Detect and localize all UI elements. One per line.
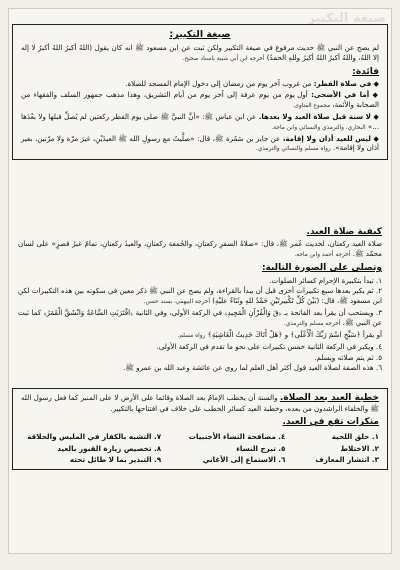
list-item: ٨. تخصيص زيارة القبور بالعيد <box>57 443 162 453</box>
bullet-no-adhan <box>21 134 379 155</box>
step-3b-reference: رواه مسلم. <box>177 332 206 339</box>
step-2-reference: أخرجه البيهقي، بسند حسن. <box>143 299 211 306</box>
list-item: ٩. التبذير بما لا طائل تحته <box>69 455 162 465</box>
bullet-adha-text: أول يوم من يوم عرفة إلى آخر يوم من أيام التشريق، وهذا مذهب جمهور السلف والفقهاء من الصحابة والأئمة، <box>21 90 379 109</box>
bullet-icon: ◆ <box>372 90 379 100</box>
bullet-no-sunnah <box>21 112 379 133</box>
step-2 <box>18 286 382 307</box>
kayfiya-subtitle: وتصلى على الصورة التالية: <box>261 263 382 274</box>
step-3 <box>18 308 382 329</box>
list-item: ٤. مصافحة النساء الأجنبيات <box>188 431 286 441</box>
takbir-reference: أخرجه ابن أبي شيبة باسناد صحيح. <box>182 55 265 62</box>
list-item: ٧. التشبه بالكفار في الملبس والحلاقة <box>27 431 162 441</box>
takbir-title: صيغة التكبير: <box>169 29 231 40</box>
step-3b-text: أو يقرأ ﴿سَبِّحِ اسْمَ رَبِّكَ الْأَعْلَى﴾ و ﴿هَلْ أَتَاكَ حَدِيثُ الْغَاشِيَةِ﴾ <box>207 329 382 339</box>
khutba-text: والسنة أن يخطب الإمامُ بعد الصلاة وقائما على الأرض لا على المنبر كما فعل رسول الله ﷺ والخلفاء الراشدون من بعده، وخطبة العيد كسائر الخطب على خلاف في افتتاحها بالتكبير. <box>21 393 379 414</box>
step-5: ٥. ثم يتم صلاته ويسلم. <box>314 352 382 362</box>
bullet-adha <box>21 90 379 111</box>
list-item: ٦. الاستماع إلى الأغاني <box>202 455 286 465</box>
step-3b <box>18 330 382 341</box>
step-6: ٦. هذه الصفة لصلاة العيد قول أكثر أهل العلم لما روي عن عائشة وعبد الله بن عمرو ﷺ. <box>123 363 382 373</box>
document-page <box>8 8 392 554</box>
bullet-icon: ◆ <box>373 111 379 121</box>
kayfiya-title: كيفية صلاة العيد. <box>306 227 382 237</box>
bullet-no-adhan-label: ليس للعيد أذان ولا إقامة، <box>282 133 371 143</box>
step-1: ١. تبدأ بتكبيرة الإحرام كسائر الصلوات. <box>269 275 382 285</box>
step-3-text: ٣. ويستحب أن يقرأ بعد الفاتحة بـ ﴿قٓ وَالْقُرْآنِ الْمَجِيدِ﴾ في الركعة الأولى، وفي الثانية ﴿اقْتَرَبَتِ السَّاعَةُ وَانْشَقَّ الْقَمَرُ﴾ كما ثبت عن النبي ﷺ، <box>18 308 382 327</box>
kayfiya-reference: أخرجه أحمد وابن ماجه. <box>294 252 351 259</box>
khutba-paragraph <box>21 392 379 414</box>
takbir-text: لم يصح عن النبي ﷺ حديث مرفوع في صيغة التكبير ولكن ثبت عن ابن مسعود ﷺ انه كان يقول (اللهُ أكبرُ اللهُ أكبرُ لا إله إلا اللهُ، واللهُ أكبرُ اللهُ أكبرُ وللهِ الحمدُ) <box>21 43 379 62</box>
kayfiya-text: صلاة العيد ركعتان، لحديث عُمر ﷺ، قال: «صلاةُ السفرِ ركعتانِ، والجُمعة ركعتانِ، والعيدُ ركعتانِ، تمامٌ غيرُ قصرٍ» على لسان محمّد ﷺ. <box>18 239 382 259</box>
faida-title: فائدة: <box>352 66 379 77</box>
bullet-no-adhan-reference: رواه مسلم والنسائي والترمذي. <box>255 146 331 153</box>
bullet-fitr-text: من غروب آخر يوم من رمضان إلى دخول الإمام المسجد للصلاة. <box>125 79 312 89</box>
bullet-icon: ◆ <box>373 133 379 143</box>
list-item: ٥. تبرج النساء <box>236 443 286 453</box>
bullet-no-sunnah-text: عن ابن عباس ﷺ: «أنَّ النبيَّ ﷺ صلى يوم الفطر ركعتين لم يُصلِّ قبلها ولا بعْدَها ...» <box>21 111 379 131</box>
bullet-no-sunnah-label: لا سنة قبل صلاة العيد ولا بعدها. <box>258 111 371 121</box>
bullet-adha-reference: مجموع الفتاوى. <box>292 102 331 109</box>
bullet-no-adhan-text: عن جابر بن سَمُرة ﷺ، قال: «صلَّيتُ مع رسولِ الله ﷺ العيدَيْنِ، غيرَ مرّة ولا مرّتين، بغير أذان ولا إقامة». <box>21 133 379 153</box>
khutba-box <box>12 388 388 470</box>
list-item: ١. حلق اللحية <box>331 431 379 441</box>
takbir-paragraph <box>21 43 379 64</box>
bullet-fitr-label: في صلاة الفطر: <box>313 79 372 89</box>
step-2-text: ٢. ثم يكبر بعدها سبع تكبيرات أخرى قبل أن يبدأ بالقراءة، ولم يصح عن النبي ﷺ ذكر معين في سكوته بين هذه التكبيرات لكن ابن مسعود ﷺ، قال: (بَيْنَ كُلِّ تَكْبيرتَيْنِ حَمْدٌ للهِ وثَنَاءٌ عليْهِ) <box>18 286 382 306</box>
takbir-box <box>12 24 388 160</box>
list-item: ٢. الاختلاط <box>340 443 379 453</box>
list-item: ٣. انتشار المعازف <box>315 455 379 465</box>
kayfiya-paragraph <box>18 239 382 260</box>
watermark: صيغة التكبير <box>307 11 386 26</box>
step-4: ٤. ويكبر في الركعة الثانية خمس تكبيرات على نحو ما تقدم في الركعة الأولى. <box>156 341 382 351</box>
munkarat-list <box>21 432 379 466</box>
munkarat-title: منكرات تقع في العيد. <box>282 417 379 428</box>
step-3-reference: أخرجه مسلم والترمذي. <box>283 320 341 327</box>
khutba-title: خطبة العيد بعد الصلاة. <box>279 393 379 403</box>
kayfiya-section <box>18 224 382 374</box>
bullet-icon: ◆ <box>373 79 379 89</box>
bullet-no-sunnah-reference: البخاري، والترمذي والنسائي وابن ماجة. <box>271 124 366 131</box>
bullet-adha-label: أما في الأضحى: <box>311 90 370 100</box>
bullet-fitr <box>21 79 379 89</box>
